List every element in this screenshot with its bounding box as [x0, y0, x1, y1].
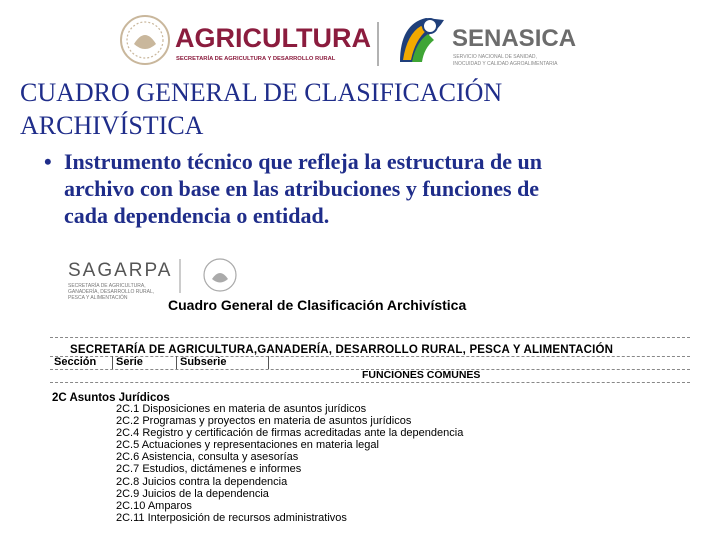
bullet-line: archivo con base en las atribuciones y funciones de [64, 176, 540, 201]
list-item: 2C.8 Juicios contra la dependencia [116, 475, 288, 488]
list-item: 2C.9 Juicios de la dependencia [116, 487, 269, 500]
section-heading: 2C Asuntos Jurídicos [52, 392, 170, 404]
list-item: 2C.4 Registro y certificación de firmas acreditadas ante la dependencia [116, 427, 464, 440]
column-header-seccion: Sección [52, 356, 113, 369]
funciones-comunes-label: FUNCIONES COMUNES [362, 369, 481, 381]
sagarpa-logo-subtitle: SECRETARÍA DE AGRICULTURA, GANADERÍA, DESARROLLO RURAL, PESCA Y ALIMENTACIÓN [68, 283, 155, 301]
document-title: Cuadro General de Clasificación Archivística [168, 297, 467, 313]
title-line: CUADRO GENERAL DE CLASIFICACIÓN [20, 78, 503, 107]
column-header-subserie: Subserie [178, 356, 269, 369]
definition-bullet [44, 148, 704, 229]
mexico-shield-logo [121, 16, 169, 64]
bullet-line: cada dependencia o entidad. [64, 203, 330, 228]
agricultura-logo-subtitle: SECRETARÍA DE AGRICULTURA Y DESARROLLO RURAL [176, 56, 336, 62]
header-logos [0, 0, 720, 74]
mexico-shield-small-logo [178, 255, 248, 297]
list-item: 2C.1 Disposiciones en materia de asuntos jurídicos [116, 403, 367, 415]
divider [50, 337, 690, 338]
senasica-emblem-icon [400, 18, 444, 62]
series-list [116, 403, 463, 524]
page-title [20, 76, 710, 142]
list-item: 2C.2 Programas y proyectos en materia de asuntos jurídicos [116, 415, 412, 428]
list-item: 2C.6 Asistencia, consulta y asesorías [116, 451, 299, 464]
list-item: 2C.5 Actuaciones y representaciones en materia legal [116, 439, 379, 452]
title-line: ARCHIVÍSTICA [20, 111, 204, 140]
list-item: 2C.7 Estudios, dictámenes e informes [116, 463, 302, 476]
sagarpa-logo-text: SAGARPA [68, 260, 173, 281]
bullet-symbol: • [44, 149, 52, 174]
classification-document-image [50, 255, 695, 540]
list-item: 2C.11 Interposición de recursos administrativos [116, 511, 347, 524]
column-header-serie: Serie [114, 356, 177, 369]
bullet-line: Instrumento técnico que refleja la estructura de un [64, 149, 543, 174]
agricultura-logo-text: AGRICULTURA [175, 23, 371, 53]
organization-name: SECRETARÍA DE AGRICULTURA,GANADERÍA, DESARROLLO RURAL, PESCA Y ALIMENTACIÓN [70, 344, 614, 356]
senasica-subtitle-line: SERVICIO NACIONAL DE SANIDAD, [453, 54, 537, 60]
senasica-logo-text: SENASICA [452, 25, 577, 52]
senasica-subtitle-line: INOCUIDAD Y CALIDAD AGROALIMENTARIA [453, 61, 558, 67]
divider [50, 382, 690, 383]
list-item: 2C.10 Amparos [116, 499, 192, 512]
